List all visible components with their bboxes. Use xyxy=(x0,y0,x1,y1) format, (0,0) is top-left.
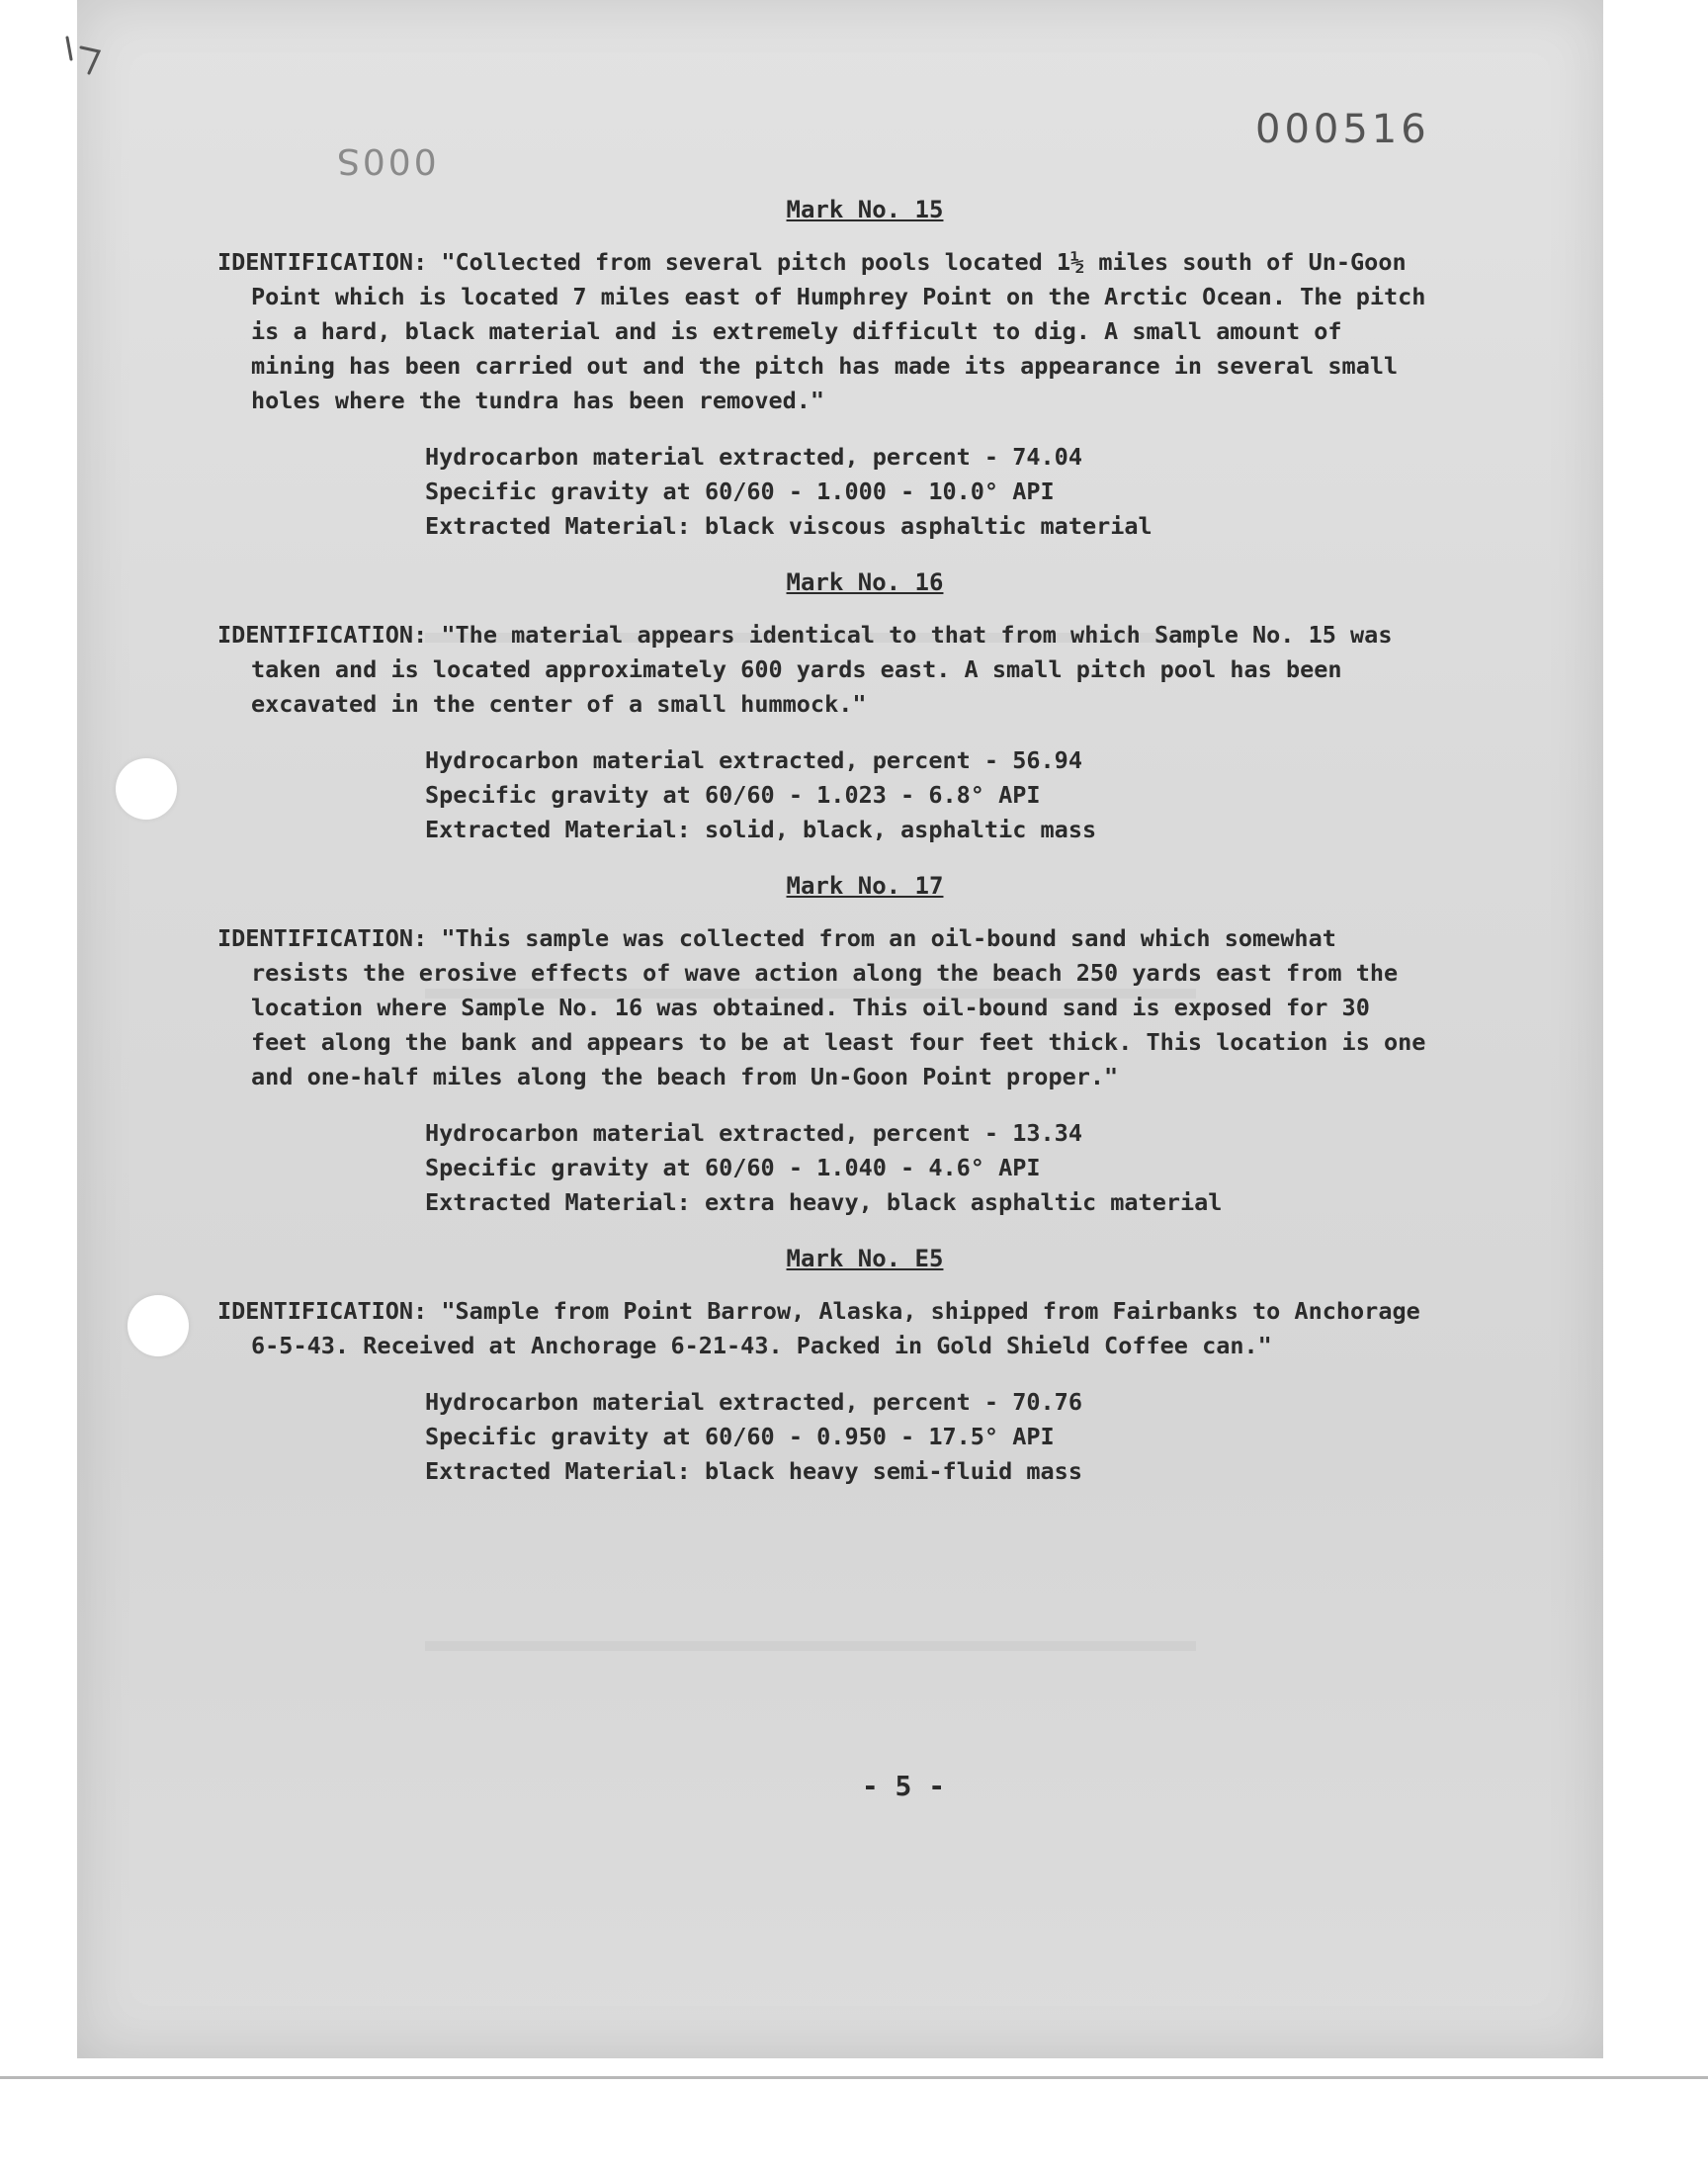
specific-gravity: Specific gravity at 60/60 - 1.040 - 4.6° API xyxy=(425,1154,1041,1181)
identification-paragraph xyxy=(217,1294,1433,1363)
page-number: - 5 - xyxy=(861,1770,946,1802)
mark-heading: Mark No. 16 xyxy=(786,568,944,596)
mark-section xyxy=(217,193,1433,544)
identification-text: "The material appears identical to that from which Sample No. 15 was taken and is located approximately 600 yards east. A small pitch pool has been excavated in the center of a small hummock." xyxy=(251,621,1393,718)
mark-heading: Mark No. E5 xyxy=(786,1245,944,1272)
mark-section xyxy=(217,566,1433,847)
hydrocarbon-percent: Hydrocarbon material extracted, percent - 13.34 xyxy=(425,1119,1082,1147)
results-block xyxy=(425,1385,1433,1489)
extracted-material: Extracted Material: solid, black, asphaltic mass xyxy=(425,816,1097,843)
extracted-material: Extracted Material: black heavy semi-fluid mass xyxy=(425,1457,1082,1485)
identification-paragraph xyxy=(217,921,1433,1094)
hydrocarbon-percent: Hydrocarbon material extracted, percent - 70.76 xyxy=(425,1388,1082,1416)
identification-text: "Sample from Point Barrow, Alaska, shipped from Fairbanks to Anchorage 6-5-43. Received at Anchorage 6-21-43. Packed in Gold Shield Coffee can." xyxy=(251,1297,1420,1359)
punch-hole xyxy=(116,758,177,820)
identification-label: IDENTIFICATION: xyxy=(217,1297,428,1325)
identification-label: IDENTIFICATION: xyxy=(217,621,428,649)
results-block xyxy=(425,1116,1433,1220)
corner-handwritten-mark xyxy=(59,30,119,79)
hydrocarbon-percent: Hydrocarbon material extracted, percent - 74.04 xyxy=(425,443,1082,471)
stamp-number-right: 000516 xyxy=(1255,107,1430,152)
results-block xyxy=(425,743,1433,847)
identification-paragraph xyxy=(217,245,1433,418)
stamp-number-left: 000S xyxy=(334,140,437,181)
scan-edge xyxy=(0,2076,1708,2079)
punch-hole xyxy=(128,1295,189,1356)
mark-heading: Mark No. 15 xyxy=(786,196,944,223)
results-block xyxy=(425,440,1433,544)
extracted-material: Extracted Material: black viscous asphaltic material xyxy=(425,512,1153,540)
mark-heading: Mark No. 17 xyxy=(786,872,944,900)
identification-text: "This sample was collected from an oil-bound sand which somewhat resists the erosive effects of wave action along the beach 250 yards east from the location where Sample No. 16 was obtained. This oil-bound sand is exposed for 30 feet along the bank and appears to be at least four feet thick. This location is one and one-half miles along the beach from Un-Goon Point proper." xyxy=(251,924,1426,1090)
specific-gravity: Specific gravity at 60/60 - 1.023 - 6.8° API xyxy=(425,781,1041,809)
specific-gravity: Specific gravity at 60/60 - 1.000 - 10.0° API xyxy=(425,478,1055,505)
specific-gravity: Specific gravity at 60/60 - 0.950 - 17.5° API xyxy=(425,1423,1055,1450)
identification-label: IDENTIFICATION: xyxy=(217,924,428,952)
document-body xyxy=(217,193,1433,1511)
identification-label: IDENTIFICATION: xyxy=(217,248,428,276)
identification-text: "Collected from several pitch pools located 1½ miles south of Un-Goon Point which is located 7 miles east of Humphrey Point on the Arctic Ocean. The pitch is a hard, black material and is extremely difficult to dig. A small amount of mining has been carried out and the pitch has made its appearance in several small holes where the tundra has been removed." xyxy=(251,248,1426,414)
extracted-material: Extracted Material: extra heavy, black asphaltic material xyxy=(425,1188,1223,1216)
mark-section xyxy=(217,1242,1433,1489)
identification-paragraph xyxy=(217,618,1433,722)
mark-section xyxy=(217,869,1433,1220)
bleed-through-line xyxy=(425,1641,1196,1651)
hydrocarbon-percent: Hydrocarbon material extracted, percent - 56.94 xyxy=(425,746,1082,774)
